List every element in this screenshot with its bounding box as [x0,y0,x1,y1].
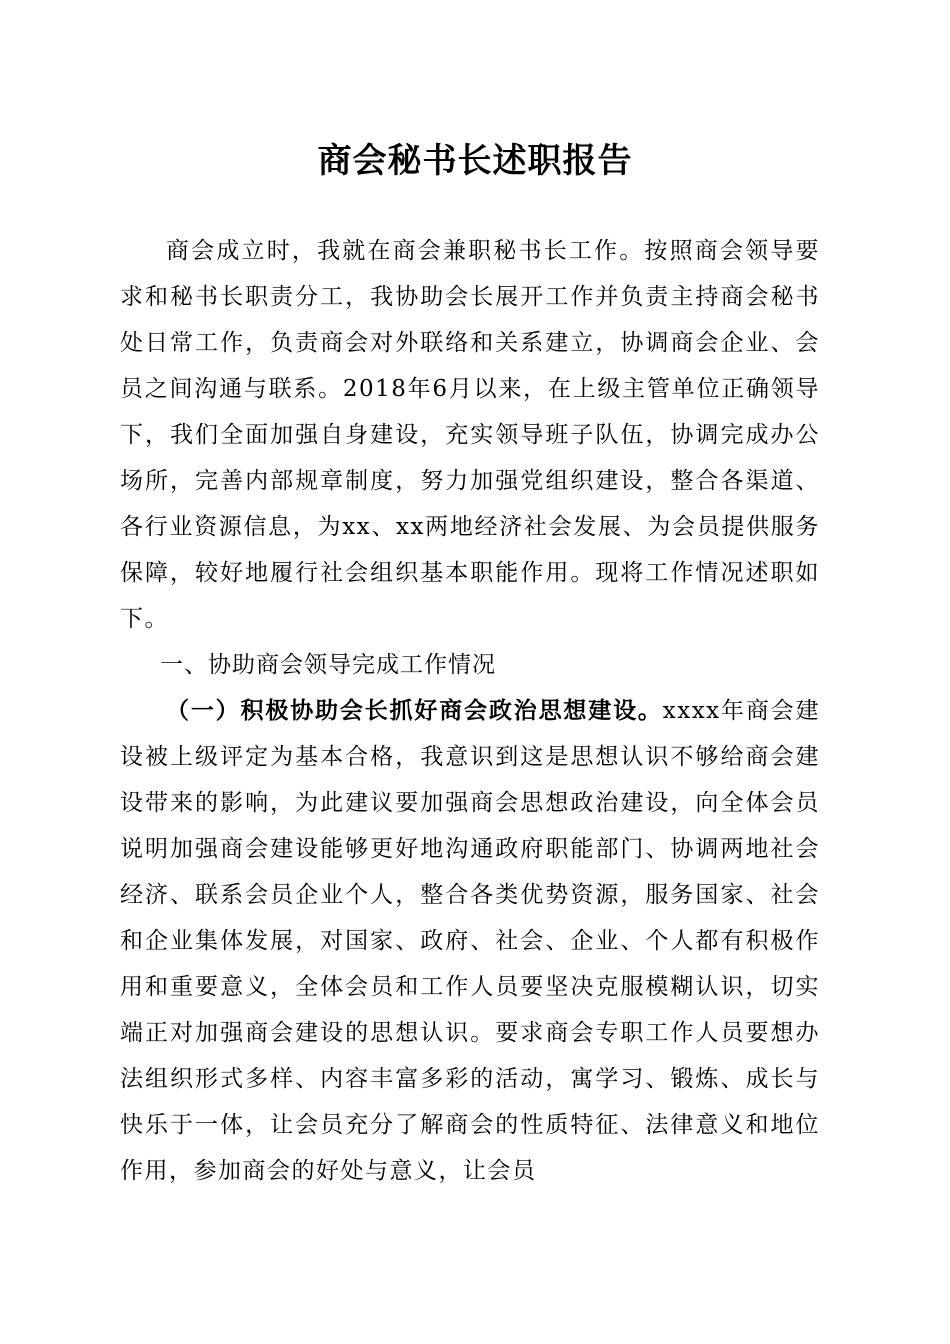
subsection-lead: （一）积极协助会长抓好商会政治思想建设。 [166,697,663,724]
subsection-text: xxxx年商会建设被上级评定为基本合格，我意识到这是思想认识不够给商会建设带来的影响，为此建议要加强商会思想政治建设，向全体会员说明加强商会建设能够更好地沟通政府职能部门、协调两地社会经济、联系会员企业个人，整合各类优势资源，服务国家、社会和企业集体发展，对国家、政府、社会、企业、个人都有积极作用和重要意义，全体会员和工作人员要坚决克服模糊认识，切实端正对加强商会建设的思想认识。要求商会专职工作人员要想办法组织形式多样、内容丰富多彩的活动，寓学习、锻炼、成长与快乐于一体，让会员充分了解商会的性质特征、法律意义和地位作用，参加商会的好处与意义，让会员 [120,698,821,1184]
intro-paragraph: 商会成立时，我就在商会兼职秘书长工作。按照商会领导要求和秘书长职责分工，我协助会长展开工作并负责主持商会秘书处日常工作，负责商会对外联络和关系建立，协调商会企业、会员之间沟通与联系。2018年6月以来，在上级主管单位正确领导下，我们全面加强自身建设，充实领导班子队伍，协调完成办公场所，完善内部规章制度，努力加强党组织建设，整合各渠道、各行业资源信息，为xx、xx两地经济社会发展、为会员提供服务保障，较好地履行社会组织基本职能作用。现将工作情况述职如下。 [120,238,820,632]
subsection-paragraph [120,688,820,1194]
document-body [120,228,820,1194]
document-title: 商会秘书长述职报告 [317,141,633,181]
section-heading: 一、协助商会领导完成工作情况 [160,652,496,678]
